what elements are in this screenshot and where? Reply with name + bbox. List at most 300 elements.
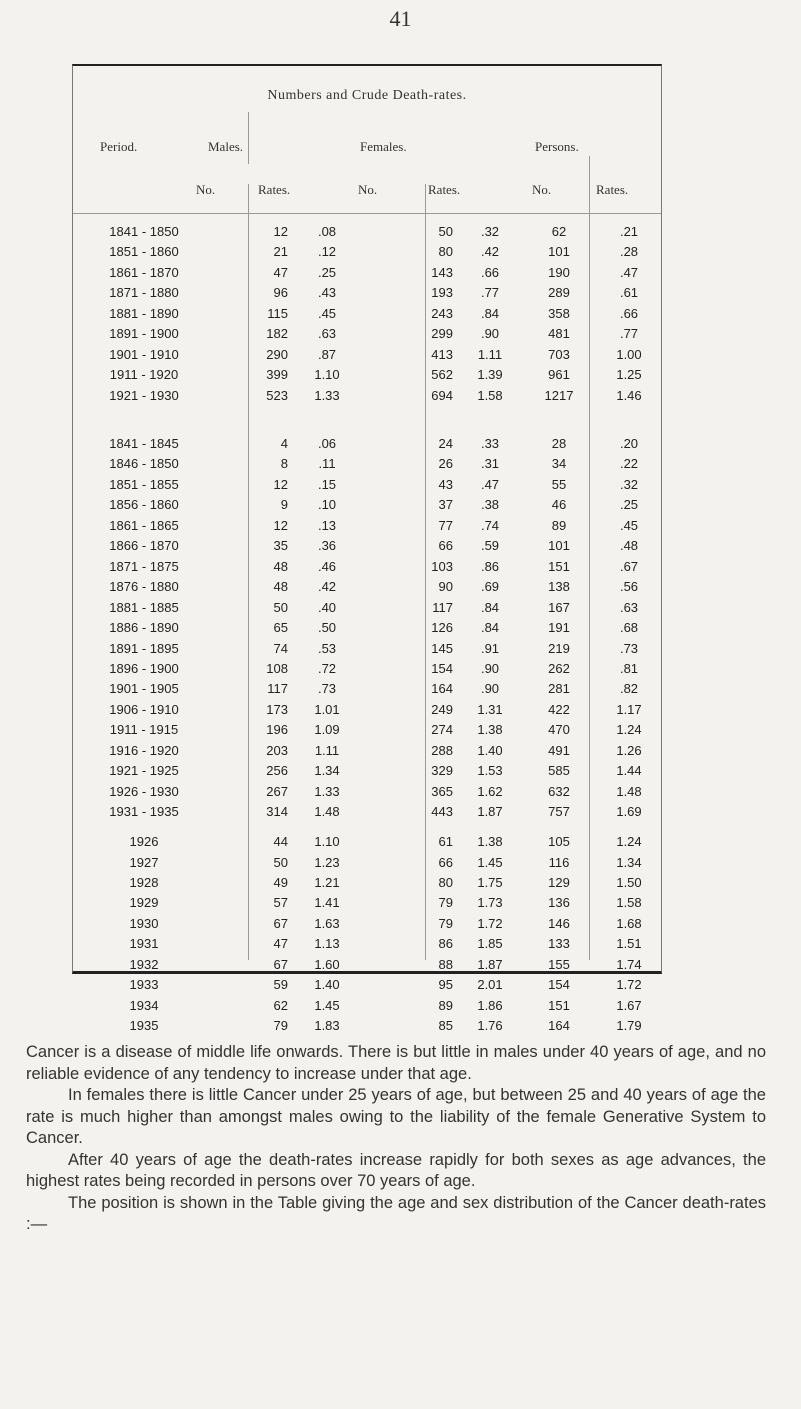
females-no-cell: 79: [438, 895, 453, 911]
males-no-cell: 196: [266, 722, 288, 738]
males-rate-cell: .10: [317, 497, 337, 513]
females-rate-cell: 2.01: [477, 977, 503, 993]
table-row: [72, 456, 662, 476]
period-cell: 1851 - 1860: [109, 244, 179, 260]
females-rate-cell: 1.53: [477, 763, 503, 779]
males-no-cell: 523: [266, 387, 288, 403]
females-rate-cell: .42: [480, 244, 500, 260]
period-cell: 1928: [129, 874, 159, 890]
persons-rate-cell: 1.17: [616, 701, 642, 717]
males-no-cell: 314: [266, 804, 288, 820]
header-males-no: No.: [196, 182, 216, 197]
females-no-cell: 365: [431, 783, 453, 799]
females-no-cell: 143: [431, 264, 453, 280]
males-rate-cell: .87: [317, 346, 337, 362]
males-no-cell: 79: [273, 1018, 288, 1033]
males-rate-cell: .15: [317, 476, 337, 492]
header-females-no: No.: [358, 182, 378, 197]
persons-rate-cell: 1.69: [616, 804, 642, 820]
females-no-cell: 117: [432, 599, 453, 615]
females-rate-cell: 1.85: [477, 936, 503, 952]
males-rate-cell: 1.63: [314, 915, 340, 931]
males-no-cell: 9: [280, 497, 288, 513]
period-cell: 1911 - 1915: [109, 722, 179, 738]
table-row: [72, 265, 662, 285]
males-no-cell: 256: [266, 763, 288, 779]
period-cell: 1886 - 1890: [109, 620, 179, 635]
persons-no-cell: 151: [548, 997, 570, 1013]
period-cell: 1891 - 1900: [109, 326, 179, 342]
females-no-cell: 43: [438, 476, 453, 492]
table-row: [72, 834, 662, 854]
females-rate-cell: .90: [480, 681, 500, 697]
males-no-cell: 108: [266, 661, 288, 676]
table-row: [72, 763, 662, 783]
females-rate-cell: 1.38: [477, 722, 503, 738]
persons-rate-cell: .48: [619, 538, 639, 554]
persons-no-cell: 34: [551, 456, 567, 472]
table-row: [72, 285, 662, 305]
paragraph: The position is shown in the Table giving the age and sex distribution of the Cancer death-rates :—: [26, 1193, 766, 1233]
females-no-cell: 249: [431, 701, 453, 717]
males-no-cell: 21: [273, 244, 288, 260]
persons-no-cell: 101: [548, 244, 570, 260]
males-rate-cell: 1.33: [314, 783, 340, 799]
period-cell: 1866 - 1870: [109, 538, 179, 554]
persons-no-cell: 262: [548, 661, 570, 676]
persons-rate-cell: .66: [619, 305, 639, 321]
table-row: [72, 326, 662, 346]
females-no-cell: 88: [438, 956, 453, 972]
males-no-cell: 44: [273, 834, 288, 849]
header-males-rates: Rates.: [258, 182, 291, 197]
males-no-cell: 12: [273, 224, 288, 239]
header-females-rates: Rates.: [428, 182, 461, 197]
persons-no-cell: 281: [548, 681, 570, 697]
table-row: [72, 661, 662, 681]
males-rate-cell: 1.01: [314, 701, 340, 717]
persons-no-cell: 155: [548, 956, 570, 972]
paragraph: Cancer is a disease of middle life onwards. There is but little in males under 40 years of age, and no reliable evidence of any tendency to increase under that age.: [26, 1043, 766, 1083]
header-males: Males.: [208, 139, 244, 154]
header-rule: [73, 213, 661, 214]
table-row: [72, 702, 662, 722]
persons-no-cell: 105: [548, 834, 570, 849]
males-rate-cell: .53: [317, 640, 337, 656]
males-rate-cell: 1.34: [314, 763, 340, 779]
females-rate-cell: .90: [480, 661, 500, 676]
persons-rate-cell: .77: [619, 326, 639, 342]
persons-no-cell: 129: [548, 874, 570, 890]
males-rate-cell: .06: [317, 436, 337, 451]
females-rate-cell: 1.87: [477, 956, 503, 972]
persons-no-cell: 116: [548, 854, 570, 870]
persons-rate-cell: 1.25: [616, 367, 642, 383]
males-no-cell: 74: [273, 640, 288, 656]
males-rate-cell: .13: [317, 517, 337, 533]
persons-rate-cell: 1.68: [616, 915, 642, 931]
period-cell: 1931: [129, 936, 159, 952]
page-number: 41: [389, 6, 412, 31]
table-row: [72, 600, 662, 620]
females-no-cell: 77: [438, 517, 453, 533]
males-rate-cell: .63: [317, 326, 337, 342]
persons-rate-cell: .32: [619, 476, 639, 492]
males-no-cell: 67: [273, 956, 288, 972]
table-row: [72, 916, 662, 936]
persons-no-cell: 358: [548, 305, 570, 321]
period-cell: 1932: [129, 956, 159, 972]
table-row: [72, 977, 662, 997]
males-rate-cell: .46: [317, 558, 337, 574]
persons-rate-cell: 1.58: [616, 895, 642, 911]
females-no-cell: 413: [431, 346, 453, 362]
males-rate-cell: 1.40: [314, 977, 340, 993]
period-cell: 1841 - 1850: [109, 224, 179, 239]
period-cell: 1934: [129, 997, 159, 1013]
females-no-cell: 90: [438, 579, 453, 595]
persons-rate-cell: .45: [619, 517, 639, 533]
females-no-cell: 79: [438, 915, 453, 931]
table-row: [72, 875, 662, 895]
males-rate-cell: 1.10: [314, 367, 340, 383]
males-rate-cell: .72: [317, 661, 337, 676]
persons-rate-cell: .82: [619, 681, 639, 697]
persons-no-cell: 167: [548, 599, 570, 615]
persons-no-cell: 28: [551, 436, 567, 451]
persons-no-cell: 703: [548, 346, 570, 362]
table-row: [72, 559, 662, 579]
table-caption: Numbers and Crude Death-rates.: [267, 88, 467, 103]
period-cell: 1846 - 1850: [109, 456, 179, 472]
table-row: [72, 957, 662, 977]
males-rate-cell: .12: [317, 244, 337, 260]
table-row: [72, 784, 662, 804]
females-rate-cell: 1.75: [477, 874, 503, 890]
males-rate-cell: 1.48: [314, 804, 340, 820]
females-no-cell: 193: [431, 285, 453, 301]
females-no-cell: 694: [431, 387, 453, 403]
persons-rate-cell: .21: [619, 224, 639, 239]
table-row: [72, 436, 662, 456]
females-no-cell: 243: [431, 305, 453, 321]
females-no-cell: 50: [438, 224, 453, 239]
males-no-cell: 182: [266, 326, 288, 342]
persons-rate-cell: 1.67: [616, 997, 642, 1013]
paragraph: In females there is little Cancer under 25 years of age, but between 25 and 40 years of age the rate is much higher than amongst males owing to the liability of the female Generative System to Cancer.: [26, 1086, 766, 1147]
persons-no-cell: 136: [548, 895, 570, 911]
persons-no-cell: 151: [548, 558, 570, 574]
persons-no-cell: 89: [551, 517, 567, 533]
period-cell: 1926: [129, 834, 159, 849]
table-row: [72, 743, 662, 763]
males-no-cell: 57: [273, 895, 288, 911]
persons-rate-cell: .67: [619, 558, 639, 574]
header-persons-no: No.: [532, 182, 552, 197]
persons-rate-cell: .22: [619, 456, 639, 472]
period-cell: 1933: [129, 977, 159, 993]
paragraph: After 40 years of age the death-rates increase rapidly for both sexes as age advances, the highest rates being recorded in persons over 70 years of age.: [26, 1150, 766, 1190]
males-rate-cell: .08: [317, 224, 337, 239]
females-no-cell: 26: [438, 456, 453, 472]
table-row: [72, 388, 662, 408]
males-rate-cell: .40: [317, 599, 337, 615]
females-rate-cell: .59: [480, 538, 500, 554]
males-rate-cell: 1.23: [314, 854, 340, 870]
females-rate-cell: 1.39: [477, 367, 503, 383]
persons-no-cell: 62: [551, 224, 567, 239]
period-cell: 1876 - 1880: [109, 579, 179, 595]
period-cell: 1926 - 1930: [109, 783, 179, 799]
males-rate-cell: 1.13: [314, 936, 340, 952]
table-row: [72, 722, 662, 742]
males-no-cell: 12: [273, 476, 288, 492]
males-no-cell: 47: [273, 936, 288, 952]
period-cell: 1921 - 1925: [109, 763, 179, 779]
females-no-cell: 329: [431, 763, 453, 779]
females-no-cell: 299: [431, 326, 453, 342]
females-rate-cell: .31: [480, 456, 500, 472]
table-row: [72, 681, 662, 701]
females-no-cell: 86: [438, 936, 453, 952]
table-row: [72, 538, 662, 558]
persons-rate-cell: .20: [619, 436, 639, 451]
males-no-cell: 290: [266, 346, 288, 362]
table-row: [72, 518, 662, 538]
header-females: Females.: [360, 139, 407, 154]
persons-no-cell: 470: [548, 722, 570, 738]
persons-rate-cell: 1.79: [616, 1018, 642, 1033]
persons-no-cell: 632: [548, 783, 570, 799]
period-cell: 1911 - 1920: [109, 367, 179, 383]
females-rate-cell: 1.73: [477, 895, 503, 911]
males-rate-cell: 1.41: [314, 895, 340, 911]
males-rate-cell: 1.21: [314, 874, 340, 890]
females-rate-cell: 1.45: [477, 854, 503, 870]
females-rate-cell: .66: [480, 264, 500, 280]
persons-no-cell: 190: [548, 264, 570, 280]
persons-rate-cell: 1.34: [616, 854, 642, 870]
period-cell: 1916 - 1920: [109, 742, 179, 758]
period-cell: 1901 - 1910: [109, 346, 179, 362]
males-no-cell: 4: [280, 436, 288, 451]
males-no-cell: 50: [273, 599, 288, 615]
persons-rate-cell: .61: [619, 285, 639, 301]
table-row: [72, 477, 662, 497]
persons-no-cell: 757: [548, 804, 570, 820]
persons-no-cell: 154: [548, 977, 570, 993]
females-rate-cell: 1.72: [477, 915, 503, 931]
females-rate-cell: .77: [480, 285, 500, 301]
period-cell: 1906 - 1910: [109, 701, 179, 717]
persons-rate-cell: 1.72: [616, 977, 642, 993]
period-cell: 1861 - 1865: [109, 517, 179, 533]
period-cell: 1921 - 1930: [109, 387, 179, 403]
males-no-cell: 96: [273, 285, 288, 301]
males-no-cell: 50: [273, 854, 288, 870]
males-rate-cell: .42: [317, 579, 337, 595]
females-rate-cell: 1.87: [477, 804, 503, 820]
females-no-cell: 89: [438, 997, 453, 1013]
header-period: Period.: [100, 139, 138, 154]
persons-rate-cell: .73: [619, 640, 639, 656]
table-row: [72, 641, 662, 661]
period-cell: 1881 - 1885: [109, 599, 179, 615]
table-row: [72, 895, 662, 915]
table-row: [72, 855, 662, 875]
persons-rate-cell: 1.48: [616, 783, 642, 799]
females-rate-cell: .32: [480, 224, 500, 239]
commentary: [26, 1042, 766, 1236]
period-cell: 1871 - 1875: [109, 558, 179, 574]
females-no-cell: 24: [438, 436, 453, 451]
males-no-cell: 49: [273, 874, 288, 890]
period-cell: 1871 - 1880: [109, 285, 179, 301]
females-rate-cell: 1.76: [477, 1018, 503, 1033]
males-no-cell: 59: [273, 977, 288, 993]
table-row: [72, 244, 662, 264]
persons-rate-cell: .56: [619, 579, 639, 595]
males-no-cell: 35: [273, 538, 288, 554]
persons-no-cell: 491: [548, 742, 570, 758]
females-no-cell: 80: [438, 244, 453, 260]
males-no-cell: 115: [267, 305, 288, 321]
period-cell: 1856 - 1860: [109, 497, 179, 513]
persons-no-cell: 101: [548, 538, 570, 554]
females-rate-cell: .86: [480, 558, 500, 574]
period-cell: 1841 - 1845: [109, 436, 179, 451]
persons-no-cell: 55: [551, 476, 567, 492]
persons-rate-cell: .25: [619, 497, 639, 513]
persons-no-cell: 585: [548, 763, 570, 779]
males-no-cell: 65: [273, 620, 288, 635]
persons-no-cell: 1217: [544, 387, 574, 403]
table-row: [72, 367, 662, 387]
period-cell: 1927: [129, 854, 159, 870]
females-no-cell: 154: [431, 661, 453, 676]
period-cell: 1929: [129, 895, 159, 911]
males-rate-cell: .73: [317, 681, 337, 697]
females-no-cell: 443: [431, 804, 453, 820]
females-rate-cell: .33: [480, 436, 500, 451]
period-cell: 1930: [129, 915, 159, 931]
period-cell: 1891 - 1895: [109, 640, 179, 656]
males-rate-cell: 1.45: [314, 997, 340, 1013]
males-rate-cell: 1.10: [314, 834, 340, 849]
males-rate-cell: .25: [317, 264, 337, 280]
persons-no-cell: 481: [548, 326, 570, 342]
period-cell: 1896 - 1900: [109, 661, 179, 676]
females-rate-cell: 1.38: [477, 834, 503, 849]
persons-rate-cell: 1.74: [616, 956, 642, 972]
females-rate-cell: 1.62: [477, 783, 503, 799]
persons-rate-cell: 1.50: [616, 874, 642, 890]
persons-no-cell: 219: [548, 640, 570, 656]
period-cell: 1901 - 1905: [109, 681, 179, 697]
males-rate-cell: .43: [317, 285, 337, 301]
females-rate-cell: .84: [480, 620, 500, 635]
males-rate-cell: 1.60: [314, 956, 340, 972]
period-cell: 1881 - 1890: [109, 305, 179, 321]
males-rate-cell: .50: [317, 620, 337, 635]
males-no-cell: 267: [266, 783, 288, 799]
males-no-cell: 8: [280, 456, 288, 472]
females-no-cell: 145: [431, 640, 453, 656]
period-cell: 1851 - 1855: [109, 476, 179, 492]
table-row: [72, 306, 662, 326]
period-cell: 1935: [129, 1018, 159, 1033]
females-no-cell: 66: [438, 854, 453, 870]
persons-no-cell: 146: [548, 915, 570, 931]
females-no-cell: 61: [438, 834, 453, 849]
table-row: [72, 936, 662, 956]
females-no-cell: 103: [431, 558, 453, 574]
females-rate-cell: .90: [480, 326, 500, 342]
males-no-cell: 399: [266, 367, 288, 383]
males-no-cell: 62: [273, 997, 288, 1013]
persons-rate-cell: 1.00: [616, 346, 642, 362]
persons-rate-cell: 1.46: [616, 387, 642, 403]
header-persons: Persons.: [535, 139, 579, 154]
males-rate-cell: 1.11: [314, 742, 340, 758]
females-rate-cell: .74: [480, 517, 500, 533]
persons-rate-cell: .63: [619, 599, 639, 615]
females-no-cell: 37: [438, 497, 453, 513]
persons-rate-cell: .81: [619, 661, 639, 676]
females-no-cell: 80: [438, 874, 453, 890]
persons-no-cell: 422: [548, 701, 570, 717]
females-rate-cell: 1.11: [477, 346, 503, 362]
persons-rate-cell: 1.51: [616, 936, 642, 952]
table-row: [72, 1018, 662, 1038]
females-rate-cell: 1.31: [477, 701, 503, 717]
persons-rate-cell: .28: [619, 244, 639, 260]
header-persons-rates: Rates.: [596, 182, 629, 197]
table-row: [72, 620, 662, 640]
persons-no-cell: 289: [548, 285, 570, 301]
males-rate-cell: 1.83: [314, 1018, 340, 1033]
persons-rate-cell: .68: [619, 620, 639, 635]
males-no-cell: 48: [273, 558, 288, 574]
females-rate-cell: 1.86: [477, 997, 503, 1013]
females-rate-cell: 1.40: [477, 742, 503, 758]
females-rate-cell: .47: [480, 476, 500, 492]
period-cell: 1861 - 1870: [109, 264, 179, 280]
persons-rate-cell: 1.24: [616, 722, 642, 738]
persons-no-cell: 191: [548, 620, 570, 635]
table-row: [72, 579, 662, 599]
females-no-cell: 66: [438, 538, 453, 554]
females-rate-cell: .84: [480, 599, 500, 615]
males-rate-cell: 1.09: [314, 722, 340, 738]
females-no-cell: 95: [438, 977, 453, 993]
females-rate-cell: .91: [480, 640, 500, 656]
females-rate-cell: .84: [480, 305, 500, 321]
persons-rate-cell: .47: [619, 264, 639, 280]
table-row: [72, 347, 662, 367]
table-row: [72, 224, 662, 244]
table-row: [72, 804, 662, 824]
females-rate-cell: .69: [480, 579, 500, 595]
females-rate-cell: .38: [480, 497, 500, 513]
females-no-cell: 288: [431, 742, 453, 758]
males-rate-cell: .36: [317, 538, 337, 554]
males-no-cell: 67: [273, 915, 288, 931]
females-no-cell: 126: [431, 620, 453, 635]
persons-rate-cell: 1.44: [616, 763, 642, 779]
females-no-cell: 562: [431, 367, 453, 383]
persons-no-cell: 46: [551, 497, 567, 513]
